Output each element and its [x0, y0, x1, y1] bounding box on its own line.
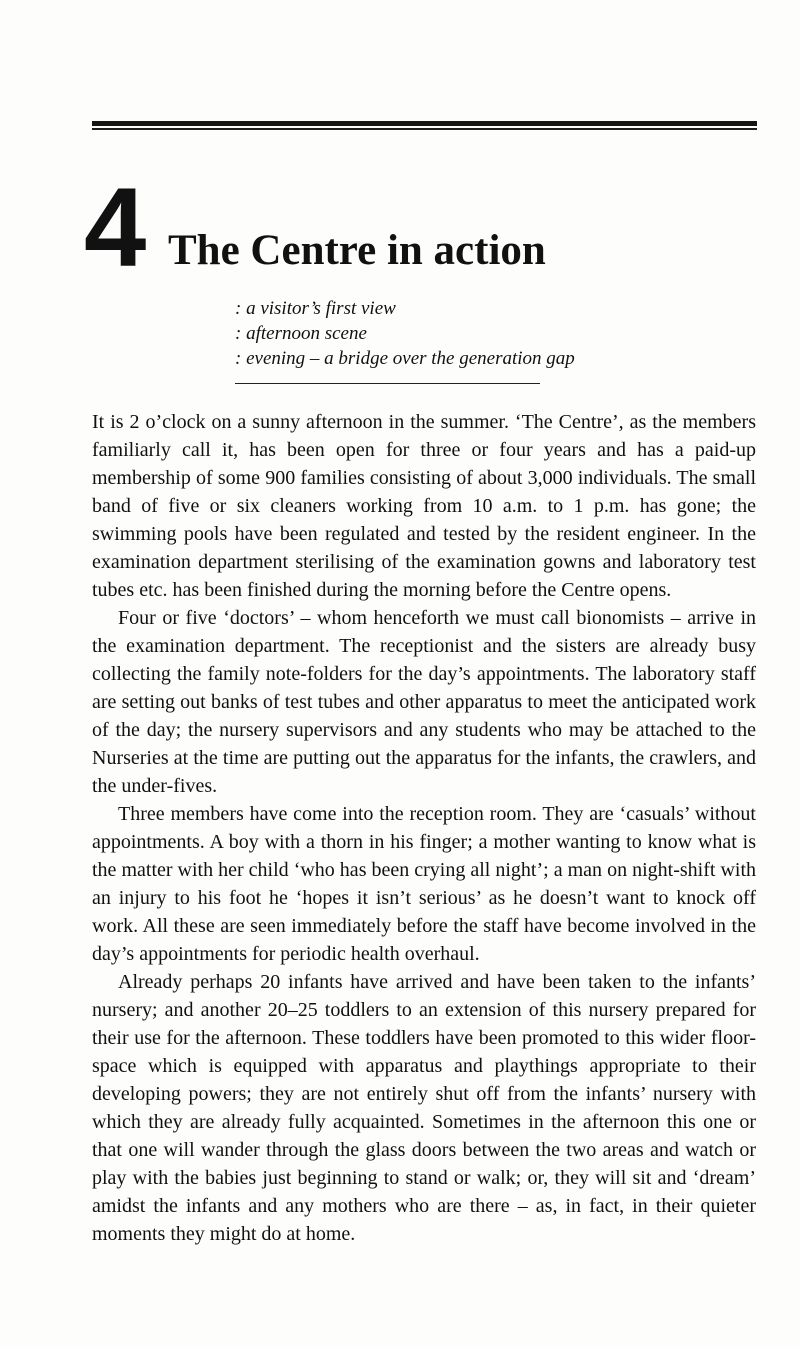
- chapter-subtopics: [235, 296, 575, 371]
- paragraph: Four or five ‘doctors’ – whom henceforth we must call bionomists – arrive in the examination department. The receptionist and the sisters are already busy collecting the family note-folders for the day’s appointments. The laboratory staff are setting out banks of test tubes and other apparatus to meet the anticipated work of the day; the nursery supervisors and any students who may be attached to the Nurseries at the time are putting out the apparatus for the infants, the crawlers, and the under-fives.: [92, 607, 756, 797]
- subtopic-item: : evening – a bridge over the generation gap: [235, 348, 575, 369]
- body-text: [92, 408, 756, 1248]
- header-rule-thick: [92, 121, 757, 126]
- section-divider: [235, 383, 540, 384]
- paragraph: Three members have come into the reception room. They are ‘casuals’ without appointments. A boy with a thorn in his finger; a mother wanting to know what is the matter with her child ‘who has been crying all night’; a man on night-shift with an injury to his foot he ‘hopes it isn’t serious’ as he doesn’t want to knock off work. All these are seen immediately before the staff have become involved in the day’s appointments for periodic health overhaul.: [92, 803, 756, 965]
- chapter-title: The Centre in action: [168, 227, 546, 274]
- subtopic-item: : afternoon scene: [235, 323, 367, 344]
- header-rule-thin: [92, 128, 757, 130]
- paragraph: It is 2 o’clock on a sunny afternoon in the summer. ‘The Centre’, as the members familiarly call it, has been open for three or four years and has a paid-up membership of some 900 families consisting of about 3,000 individuals. The small band of five or six cleaners working from 10 a.m. to 1 p.m. has gone; the swimming pools have been regulated and tested by the resident engineer. In the examination department sterilising of the examination gowns and laboratory test tubes etc. has been finished during the morning before the Centre opens.: [92, 411, 756, 601]
- subtopic-item: : a visitor’s first view: [235, 298, 396, 319]
- chapter-number: 4: [84, 165, 147, 290]
- paragraph: Already perhaps 20 infants have arrived and have been taken to the infants’ nursery; and another 20–25 toddlers to an extension of this nursery prepared for their use for the afternoon. These toddlers have been promoted to this wider floor-space which is equipped with apparatus and playthings appropriate to their developing powers; they are not entirely shut off from the infants’ nursery with which they are already fully acquainted. Sometimes in the afternoon this one or that one will wander through the glass doors between the two areas and watch or play with the babies just beginning to stand or walk; or, they will sit and ‘dream’ amidst the infants and any mothers who are there – as, in fact, in their quieter moments they might do at home.: [92, 971, 756, 1245]
